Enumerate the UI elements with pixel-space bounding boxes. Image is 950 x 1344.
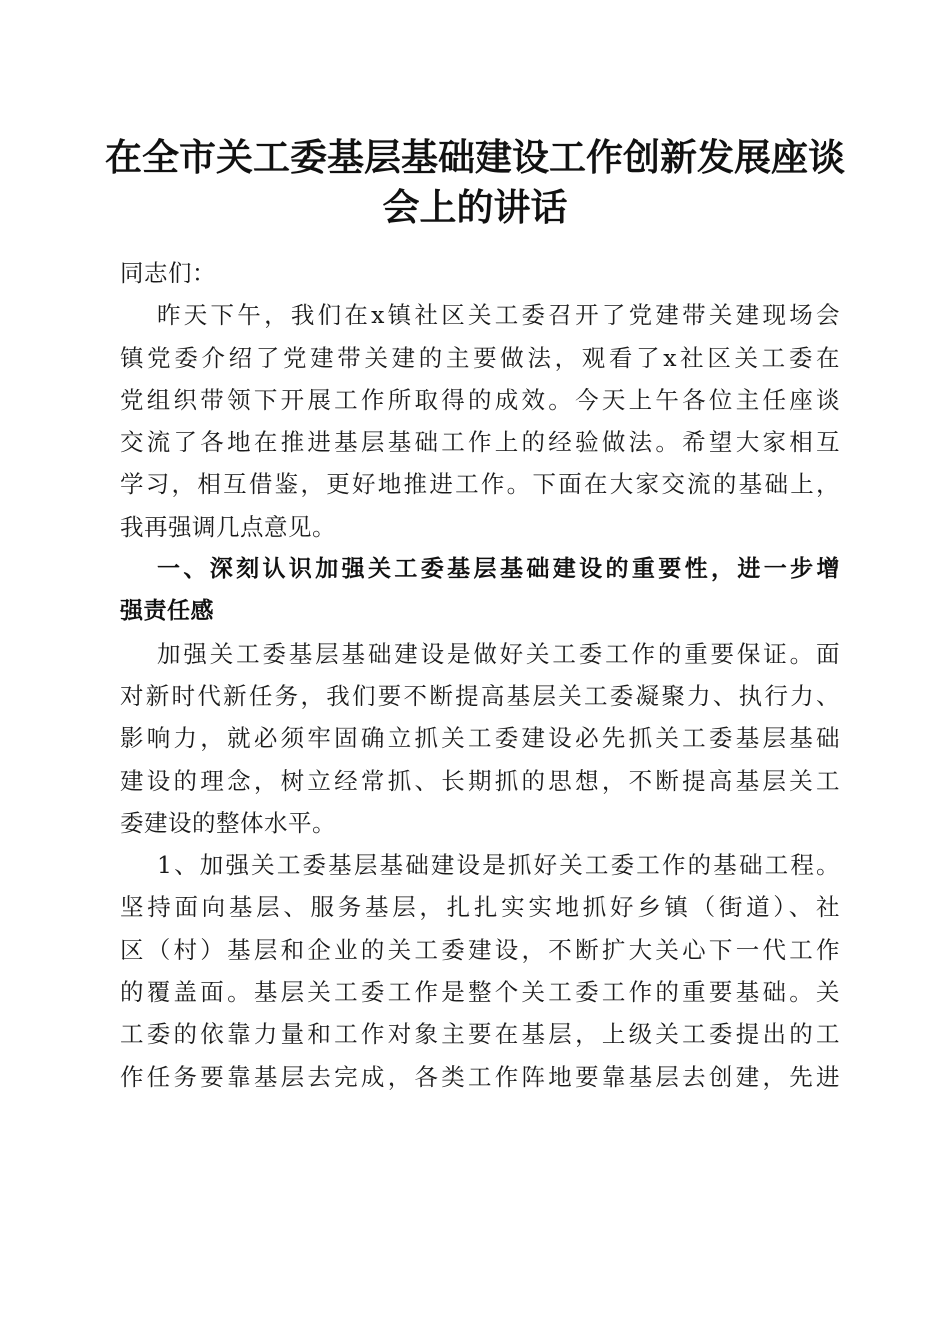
paragraph-line: 影响力，就必须牢固确立抓关工委建设必先抓关工委基层基础 [120, 724, 840, 753]
paragraph-line: 学习，相互借鉴，更好地推进工作。下面在大家交流的基础上， [120, 470, 840, 499]
paragraph-line: 1、加强关工委基层基础建设是抓好关工委工作的基础工程。 [157, 851, 840, 880]
paragraph-line: 作任务要靠基层去完成，各类工作阵地要靠基层去创建，先进 [120, 1062, 840, 1091]
paragraph-line: 对新时代新任务，我们要不断提高基层关工委凝聚力、执行力、 [120, 681, 840, 710]
document-title [100, 132, 850, 232]
section-heading-line: 强责任感 [120, 598, 214, 625]
paragraph-line: 昨天下午，我们在x镇社区关工委召开了党建带关建现场会 [157, 301, 840, 330]
paragraph-line: 工委的依靠力量和工作对象主要在基层，上级关工委提出的工 [120, 1020, 840, 1049]
greeting: 同志们： [120, 259, 216, 287]
paragraph-line: 加强关工委基层基础建设是做好关工委工作的重要保证。面 [157, 639, 840, 668]
title-line: 在全市关工委基层基础建设工作创新发展座谈 [105, 135, 845, 179]
paragraph-line: 委建设的整体水平。 [120, 808, 336, 837]
title-line: 会上的讲话 [382, 185, 568, 229]
document-body [120, 252, 840, 1098]
paragraph-line: 我再强调几点意见。 [120, 512, 336, 541]
paragraph-line: 党组织带领下开展工作所取得的成效。今天上午各位主任座谈 [120, 385, 840, 414]
paragraph-line: 的覆盖面。基层关工委工作是整个关工委工作的重要基础。关 [120, 978, 840, 1007]
paragraph-line: 镇党委介绍了党建带关建的主要做法，观看了x社区关工委在 [120, 343, 840, 372]
paragraph-line: 坚持面向基层、服务基层，扎扎实实地抓好乡镇（街道）、社 [120, 893, 840, 922]
section-heading-line: 一、深刻认识加强关工委基层基础建设的重要性，进一步增 [157, 556, 840, 583]
paragraph-line: 交流了各地在推进基层基础工作上的经验做法。希望大家相互 [120, 428, 840, 457]
paragraph-line: 区（村）基层和企业的关工委建设，不断扩大关心下一代工作 [120, 935, 840, 964]
paragraph-line: 建设的理念，树立经常抓、长期抓的思想，不断提高基层关工 [120, 766, 840, 795]
